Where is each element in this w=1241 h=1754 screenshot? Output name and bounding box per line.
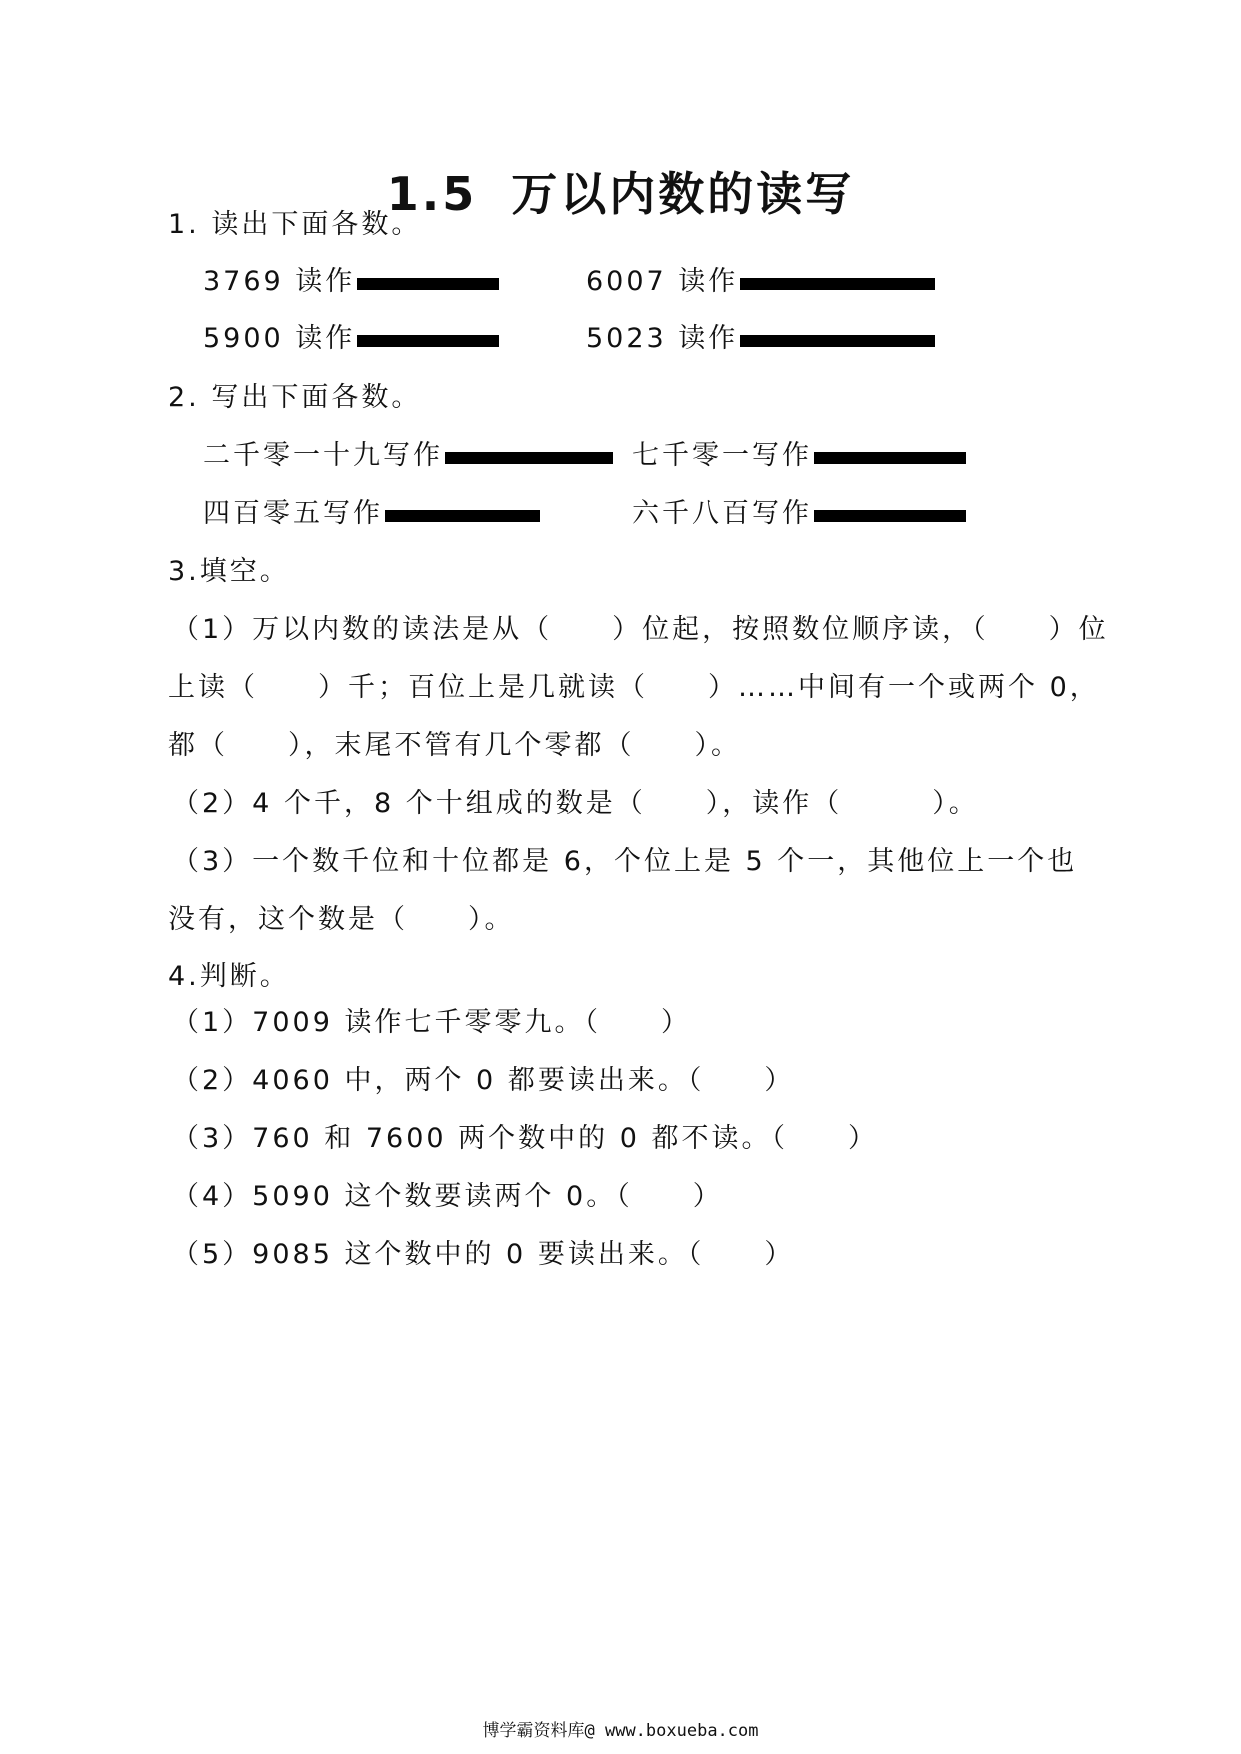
q2-item — [203, 497, 540, 531]
q3-heading: 3.填空。 — [168, 556, 290, 587]
title-text: 万以内数的读写 — [511, 167, 855, 221]
q2-item-prompt: 六千八百写作 — [632, 498, 812, 529]
answer-blank[interactable] — [814, 452, 966, 464]
q4-item: （5）9085 这个数中的 0 要读出来。（ ） — [172, 1239, 795, 1270]
answer-blank[interactable] — [445, 452, 613, 464]
q3-line: （2）4 个千，8 个十组成的数是（ ），读作（ ）。 — [172, 788, 979, 819]
q4-item: （1）7009 读作七千零零九。（ ） — [172, 1007, 691, 1038]
q3-line: 没有，这个数是（ ）。 — [168, 904, 515, 935]
q2-item-prompt: 四百零五写作 — [203, 498, 383, 529]
q2-item — [203, 439, 613, 473]
q2-heading: 2. 写出下面各数。 — [168, 382, 422, 413]
q1-heading: 1. 读出下面各数。 — [168, 209, 422, 240]
q3-line: 都（ ），末尾不管有几个零都（ ）。 — [168, 730, 741, 761]
answer-blank[interactable] — [740, 278, 935, 290]
answer-blank[interactable] — [357, 335, 499, 347]
q1-item-prompt: 5023 读作 — [586, 323, 739, 354]
q1-item — [586, 265, 935, 299]
q1-item — [203, 322, 499, 356]
answer-blank[interactable] — [357, 278, 499, 290]
q4-heading: 4.判断。 — [168, 961, 290, 992]
q3-line: （1）万以内数的读法是从（ ）位起，按照数位顺序读，（ ）位 — [172, 614, 1109, 645]
q4-item: （3）760 和 7600 两个数中的 0 都不读。（ ） — [172, 1123, 879, 1154]
q1-item — [586, 322, 935, 356]
q4-item: （4）5090 这个数要读两个 0。（ ） — [172, 1181, 723, 1212]
q3-line: （3）一个数千位和十位都是 6，个位上是 5 个一，其他位上一个也 — [172, 846, 1078, 877]
q1-item-prompt: 3769 读作 — [203, 266, 356, 297]
q1-item — [203, 265, 499, 299]
q2-item — [632, 439, 966, 473]
q4-item: （2）4060 中，两个 0 都要读出来。（ ） — [172, 1065, 795, 1096]
footer-watermark: 博学霸资料库@ www.boxueba.com — [482, 1721, 759, 1741]
q2-item-prompt: 二千零一十九写作 — [203, 440, 443, 471]
q2-item — [632, 497, 966, 531]
q2-item-prompt: 七千零一写作 — [632, 440, 812, 471]
answer-blank[interactable] — [740, 335, 935, 347]
answer-blank[interactable] — [814, 510, 966, 522]
answer-blank[interactable] — [385, 510, 540, 522]
q3-line: 上读（ ）千；百位上是几就读（ ）……中间有一个或两个 0， — [168, 672, 1100, 703]
title-number: 1.5 — [386, 167, 478, 221]
q1-item-prompt: 6007 读作 — [586, 266, 739, 297]
q1-item-prompt: 5900 读作 — [203, 323, 356, 354]
